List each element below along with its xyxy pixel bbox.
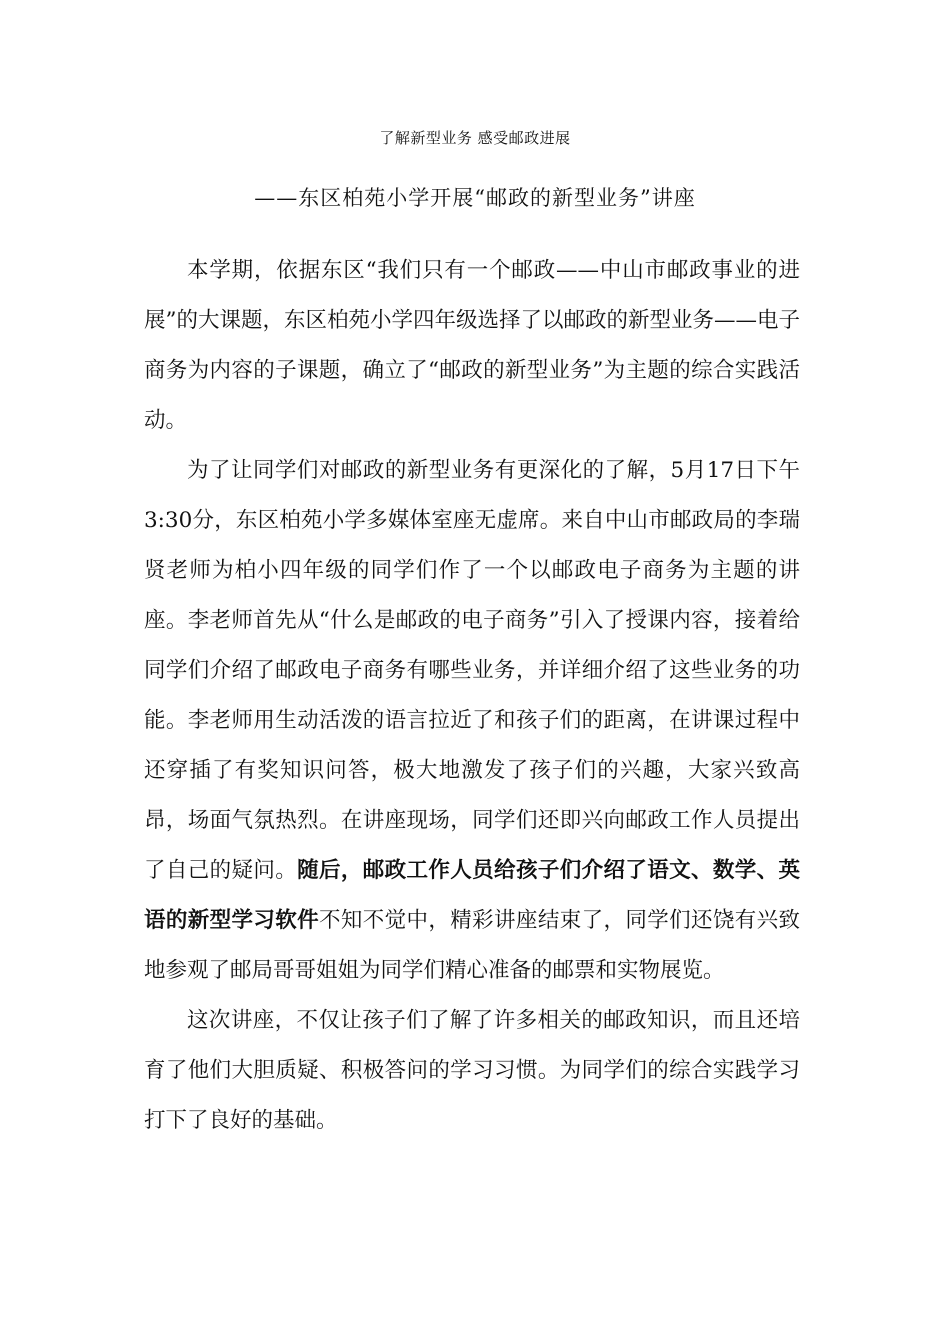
paragraph-lecture-text: 为了让同学们对邮政的新型业务有更深化的了解，5月17日下午3:30分，东区柏苑小学多媒体室座无虚席。来自中山市邮政局的李瑞贤老师为柏小四年级的同学们作了一个以邮政电子商务为主题的讲座。李老师首先从“什么是邮政的电子商务”引入了授课内容，接着给同学们介绍了邮政电子商务有哪些业务，并详细介绍了这些业务的功能。李老师用生动活泼的语言拉近了和孩子们的距离，在讲课过程中还穿插了有奖知识问答，极大地激发了孩子们的兴趣，大家兴致高昂，场面气氛热烈。在讲座现场，同学们还即兴向邮政工作人员提出了自己的疑问。 <box>144 458 800 883</box>
paragraph-lecture <box>144 446 800 996</box>
document-title: 了解新型业务 感受邮政进展 <box>379 129 571 147</box>
paragraph-conclusion: 这次讲座，不仅让孩子们了解了许多相关的邮政知识，而且还培育了他们大胆质疑、积极答问的学习习惯。为同学们的综合实践学习打下了良好的基础。 <box>144 1008 800 1133</box>
document-subtitle: ——东区柏苑小学开展“邮政的新型业务”讲座 <box>254 186 696 210</box>
paragraph-intro: 本学期，依据东区“我们只有一个邮政——中山市邮政事业的进展”的大课题，东区柏苑小学四年级选择了以邮政的新型业务——电子商务为内容的子课题，确立了“邮政的新型业务”为主题的综合实践活动。 <box>144 258 800 433</box>
paragraph-lecture-bold-text: 随后，邮政工作人员给孩子们介绍了语文、数学、英语的新型学习软件 <box>144 858 800 933</box>
document-body <box>144 246 800 1146</box>
paragraph-lecture-text-end: 不知不觉中，精彩讲座结束了，同学们还饶有兴致地参观了邮局哥哥姐姐为同学们精心准备的邮票和实物展览。 <box>144 908 800 983</box>
